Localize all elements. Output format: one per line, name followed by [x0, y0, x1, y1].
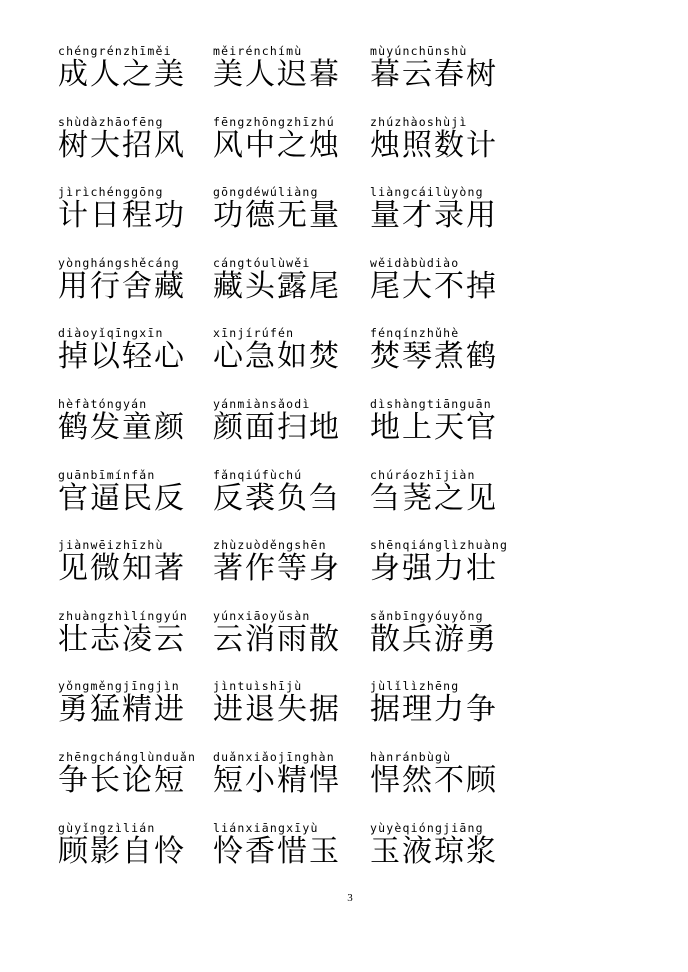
idiom-pinyin: guānbīmínfǎn: [58, 467, 156, 482]
idiom-entry: [370, 115, 530, 187]
idiom-characters: 散兵游勇: [370, 621, 498, 657]
idiom-characters: 用行舍藏: [58, 268, 186, 304]
idiom-characters: 成人之美: [58, 57, 186, 92]
idiom-entry: [58, 609, 218, 681]
idiom-pinyin: cángtóulùwěi: [213, 255, 311, 270]
idiom-pinyin: yònghángshěcáng: [58, 255, 180, 270]
idiom-entry: [58, 750, 218, 822]
idiom-entry: [58, 44, 218, 116]
idiom-entry: [370, 750, 530, 822]
idiom-pinyin: chéngrénzhīměi: [58, 44, 172, 58]
idiom-characters: 量才录用: [370, 198, 498, 234]
idiom-entry: [58, 538, 218, 610]
idiom-pinyin: shùdàzhāofēng: [58, 114, 164, 129]
idiom-characters: 云消雨散: [213, 621, 341, 657]
idiom-pinyin: jìntuìshījù: [213, 679, 303, 694]
idiom-entry: [370, 468, 530, 540]
idiom-pinyin: liàngcáilùyòng: [370, 185, 484, 200]
idiom-entry: [213, 679, 373, 751]
idiom-pinyin: gùyǐngzìlián: [58, 820, 156, 835]
idiom-pinyin: gōngdéwúliàng: [213, 185, 319, 200]
idiom-entry: [58, 397, 218, 469]
idiom-characters: 美人迟暮: [213, 57, 341, 92]
idiom-entry: [370, 326, 530, 398]
idiom-row: [58, 44, 658, 116]
idiom-pinyin: yánmiànsǎodì: [213, 397, 311, 411]
idiom-entry: [58, 185, 218, 257]
idiom-characters: 鹤发童颜: [58, 410, 186, 445]
idiom-row: [58, 256, 658, 328]
idiom-row: [58, 821, 658, 893]
idiom-entry: [58, 679, 218, 751]
idiom-entry: [370, 397, 530, 469]
idiom-row: [58, 115, 658, 187]
idiom-entry: [58, 326, 218, 398]
idiom-characters: 心急如焚: [213, 339, 341, 375]
idiom-characters: 暮云春树: [370, 57, 498, 92]
idiom-row: [58, 468, 658, 540]
idiom-characters: 掉以轻心: [58, 339, 186, 375]
idiom-characters: 刍荛之见: [370, 480, 498, 516]
idiom-pinyin: měirénchímù: [213, 44, 303, 58]
idiom-entry: [213, 44, 373, 116]
idiom-characters: 怜香惜玉: [213, 833, 341, 869]
idiom-pinyin: fénqínzhǔhè: [370, 326, 460, 341]
idiom-entry: [213, 609, 373, 681]
idiom-entry: [58, 468, 218, 540]
idiom-pinyin: zhēngchánglùnduǎn: [58, 750, 197, 764]
idiom-characters: 身强力壮: [370, 551, 498, 587]
idiom-characters: 烛照数计: [370, 127, 498, 163]
idiom-characters: 树大招风: [58, 127, 186, 163]
page-number: 3: [347, 892, 353, 904]
idiom-entry: [58, 256, 218, 328]
idiom-characters: 计日程功: [58, 198, 186, 234]
idiom-pinyin: dìshàngtiānguān: [370, 397, 492, 411]
idiom-entry: [213, 821, 373, 893]
idiom-characters: 勇猛精进: [58, 692, 186, 728]
idiom-row: [58, 679, 658, 751]
idiom-entry: [370, 679, 530, 751]
idiom-characters: 颜面扫地: [213, 410, 341, 445]
idiom-characters: 尾大不掉: [370, 268, 498, 304]
idiom-pinyin: xīnjírúfén: [213, 326, 295, 341]
idiom-pinyin: duǎnxiǎojīnghàn: [213, 750, 335, 764]
idiom-characters: 进退失据: [213, 692, 341, 728]
idiom-entry: [213, 115, 373, 187]
idiom-characters: 短小精悍: [213, 763, 341, 798]
idiom-characters: 焚琴煮鹤: [370, 339, 498, 375]
idiom-pinyin: yùyèqióngjiāng: [370, 820, 484, 835]
idiom-entry: [370, 185, 530, 257]
idiom-pinyin: jùlǐlìzhēng: [370, 679, 460, 694]
idiom-pinyin: yúnxiāoyǔsàn: [213, 608, 311, 623]
idiom-characters: 功德无量: [213, 198, 341, 234]
idiom-characters: 风中之烛: [213, 127, 341, 163]
idiom-characters: 争长论短: [58, 763, 186, 798]
idiom-characters: 壮志凌云: [58, 621, 186, 657]
idiom-entry: [370, 44, 530, 116]
idiom-row: [58, 326, 658, 398]
idiom-pinyin: hànránbùgù: [370, 750, 452, 764]
idiom-characters: 悍然不顾: [370, 763, 498, 798]
idiom-characters: 著作等身: [213, 551, 341, 587]
idiom-row: [58, 538, 658, 610]
idiom-characters: 据理力争: [370, 692, 498, 728]
idiom-entry: [213, 538, 373, 610]
idiom-characters: 见微知著: [58, 551, 186, 587]
idiom-pinyin: wěidàbùdiào: [370, 255, 460, 270]
idiom-entry: [58, 821, 218, 893]
idiom-pinyin: chúráozhījiàn: [370, 467, 476, 482]
idiom-row: [58, 185, 658, 257]
idiom-pinyin: zhúzhàoshùjì: [370, 114, 468, 129]
idiom-pinyin: fǎnqiúfùchú: [213, 467, 303, 482]
idiom-pinyin: yǒngměngjīngjìn: [58, 679, 180, 694]
idiom-row: [58, 609, 658, 681]
idiom-entry: [370, 609, 530, 681]
idiom-entry: [370, 538, 530, 610]
idiom-entry: [213, 468, 373, 540]
idiom-pinyin: fēngzhōngzhīzhú: [213, 114, 335, 129]
idiom-pinyin: shēnqiánglìzhuàng: [370, 538, 509, 553]
idiom-pinyin: jìrìchénggōng: [58, 185, 164, 200]
idiom-pinyin: liánxiāngxīyù: [213, 820, 319, 835]
idiom-row: [58, 397, 658, 469]
idiom-characters: 官逼民反: [58, 480, 186, 516]
idiom-entry: [213, 326, 373, 398]
idiom-pinyin: sǎnbīngyóuyǒng: [370, 608, 484, 623]
idiom-row: [58, 750, 658, 822]
idiom-characters: 藏头露尾: [213, 268, 341, 304]
idiom-characters: 反裘负刍: [213, 480, 341, 516]
idiom-entry: [370, 256, 530, 328]
idiom-pinyin: hèfàtóngyán: [58, 397, 148, 411]
idiom-characters: 顾影自怜: [58, 833, 186, 869]
idiom-entry: [370, 821, 530, 893]
idiom-entry: [213, 750, 373, 822]
idiom-pinyin: zhùzuòděngshēn: [213, 538, 327, 553]
idiom-characters: 玉液琼浆: [370, 833, 498, 869]
idiom-pinyin: mùyúnchūnshù: [370, 44, 468, 58]
idiom-pinyin: zhuàngzhìlíngyún: [58, 608, 188, 623]
idiom-pinyin: jiànwēizhīzhù: [58, 538, 164, 553]
idiom-entry: [213, 256, 373, 328]
idiom-pinyin: diàoyǐqīngxīn: [58, 326, 164, 341]
idiom-entry: [58, 115, 218, 187]
idiom-entry: [213, 397, 373, 469]
idiom-characters: 地上天官: [370, 410, 498, 445]
idiom-entry: [213, 185, 373, 257]
